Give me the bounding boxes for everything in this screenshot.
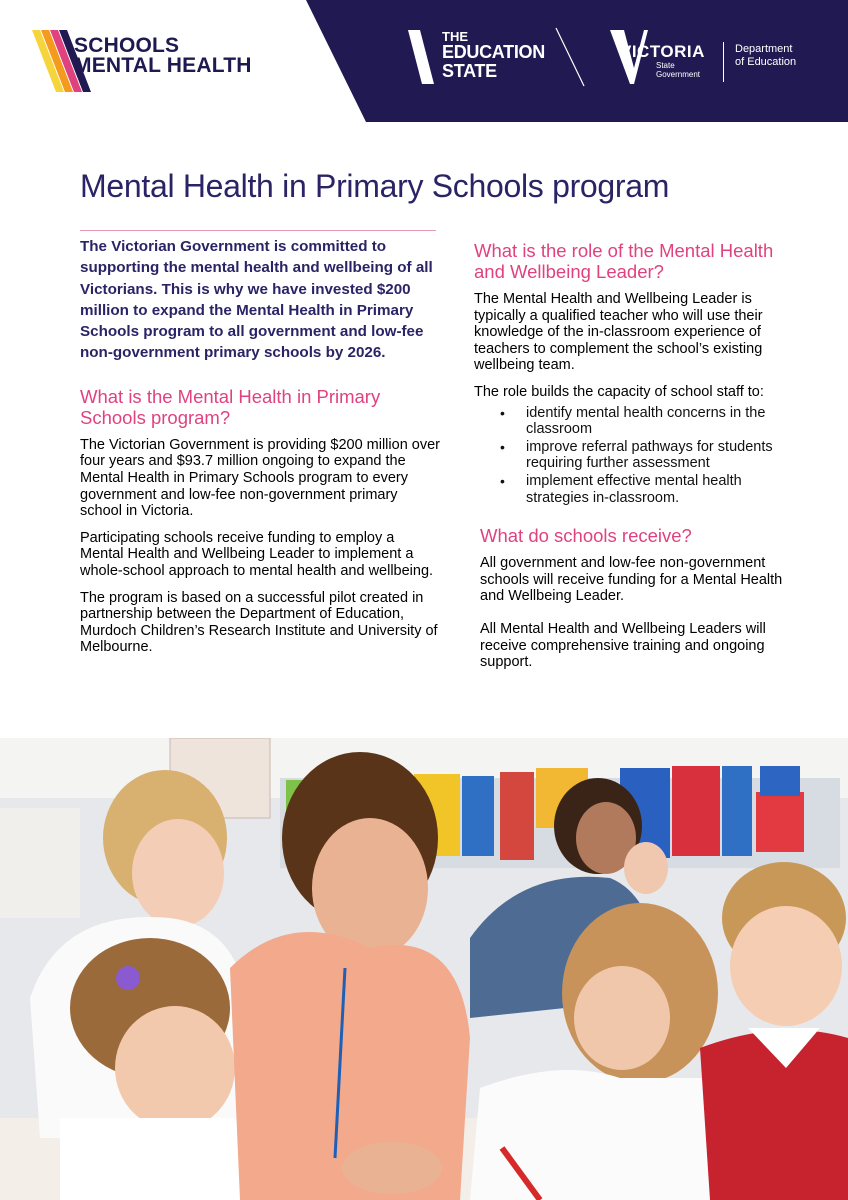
section3-paragraph: All government and low-fee non-government schools will receive funding for a Mental Health and Wellbeing Leader. <box>480 555 783 605</box>
edu-state-the: THE <box>442 29 468 44</box>
classroom-illustration <box>0 738 848 1200</box>
department-line-2: of Education <box>735 56 797 68</box>
department-text <box>735 43 796 69</box>
edu-state-education: EDUCATION <box>442 42 545 62</box>
section-heading-program: What is the Mental Health in Primary Schools program? <box>80 385 381 428</box>
list-item: • identify mental health concerns in the classroom <box>526 405 804 438</box>
title-divider <box>80 230 436 231</box>
state-government-text <box>656 61 700 79</box>
section1-paragraph: The Victorian Government is providing $200 million over four years and $93.7 million ongoing to expand the Mental Health in Primary Schools program to every government and low-fee non-government primary school in Victoria. <box>80 436 440 520</box>
victoria-government-logo <box>608 28 828 88</box>
intro-paragraph: The Victorian Government is committed to supporting the mental health and wellbeing of all Victorians. This is why we have invested $200 million to expand the Mental Health in Primary Schools program to all government and low-fee non-government primary schools by 2026. <box>80 238 433 362</box>
list-item: • implement effective mental health strategies in-classroom. <box>526 473 804 506</box>
section1-paragraph: Participating schools receive funding to employ a Mental Health and Wellbeing Leader to implement a whole-school approach to mental health and wellbeing. <box>80 529 434 579</box>
section1-paragraph: The program is based on a successful pilot created in partnership between the Department of Education, Murdoch Children’s Research Institute and University of Melbourne. <box>80 589 438 656</box>
section2-paragraph: The Mental Health and Wellbeing Leader is typically a qualified teacher who will use their knowledge of the in-classroom experience of teachers to complement the school’s existing wellbeing team. <box>474 291 763 374</box>
left-column <box>80 236 440 666</box>
list-item: • improve referral pathways for students requiring further assessment <box>526 439 804 472</box>
government-text: Government <box>656 70 701 79</box>
schools-mental-health-logo <box>30 26 280 98</box>
classroom-photo <box>0 738 848 1200</box>
page-title: Mental Health in Primary Schools program <box>80 168 670 204</box>
education-state-logo <box>408 26 588 90</box>
logo-mental-health-text: MENTAL HEALTH <box>74 54 252 77</box>
department-line-1: Department <box>735 43 793 55</box>
section-heading-schools-receive: What do schools receive? <box>480 525 692 547</box>
logo-schools-text: SCHOOLS <box>74 34 180 57</box>
state-text: State <box>656 61 675 70</box>
role-bullet-list <box>474 405 804 507</box>
section2-paragraph: The role builds the capacity of school staff to: <box>474 383 764 400</box>
logo-divider <box>723 42 724 82</box>
victoria-word: VICTORIA <box>620 42 705 61</box>
section-heading-leader-role: What is the role of the Mental Health and Wellbeing Leader? <box>474 240 774 282</box>
edu-state-state: STATE <box>442 61 497 81</box>
right-column <box>474 240 804 681</box>
section3-paragraph: All Mental Health and Wellbeing Leaders will receive comprehensive training and ongoing support. <box>480 620 766 671</box>
header <box>0 0 848 122</box>
